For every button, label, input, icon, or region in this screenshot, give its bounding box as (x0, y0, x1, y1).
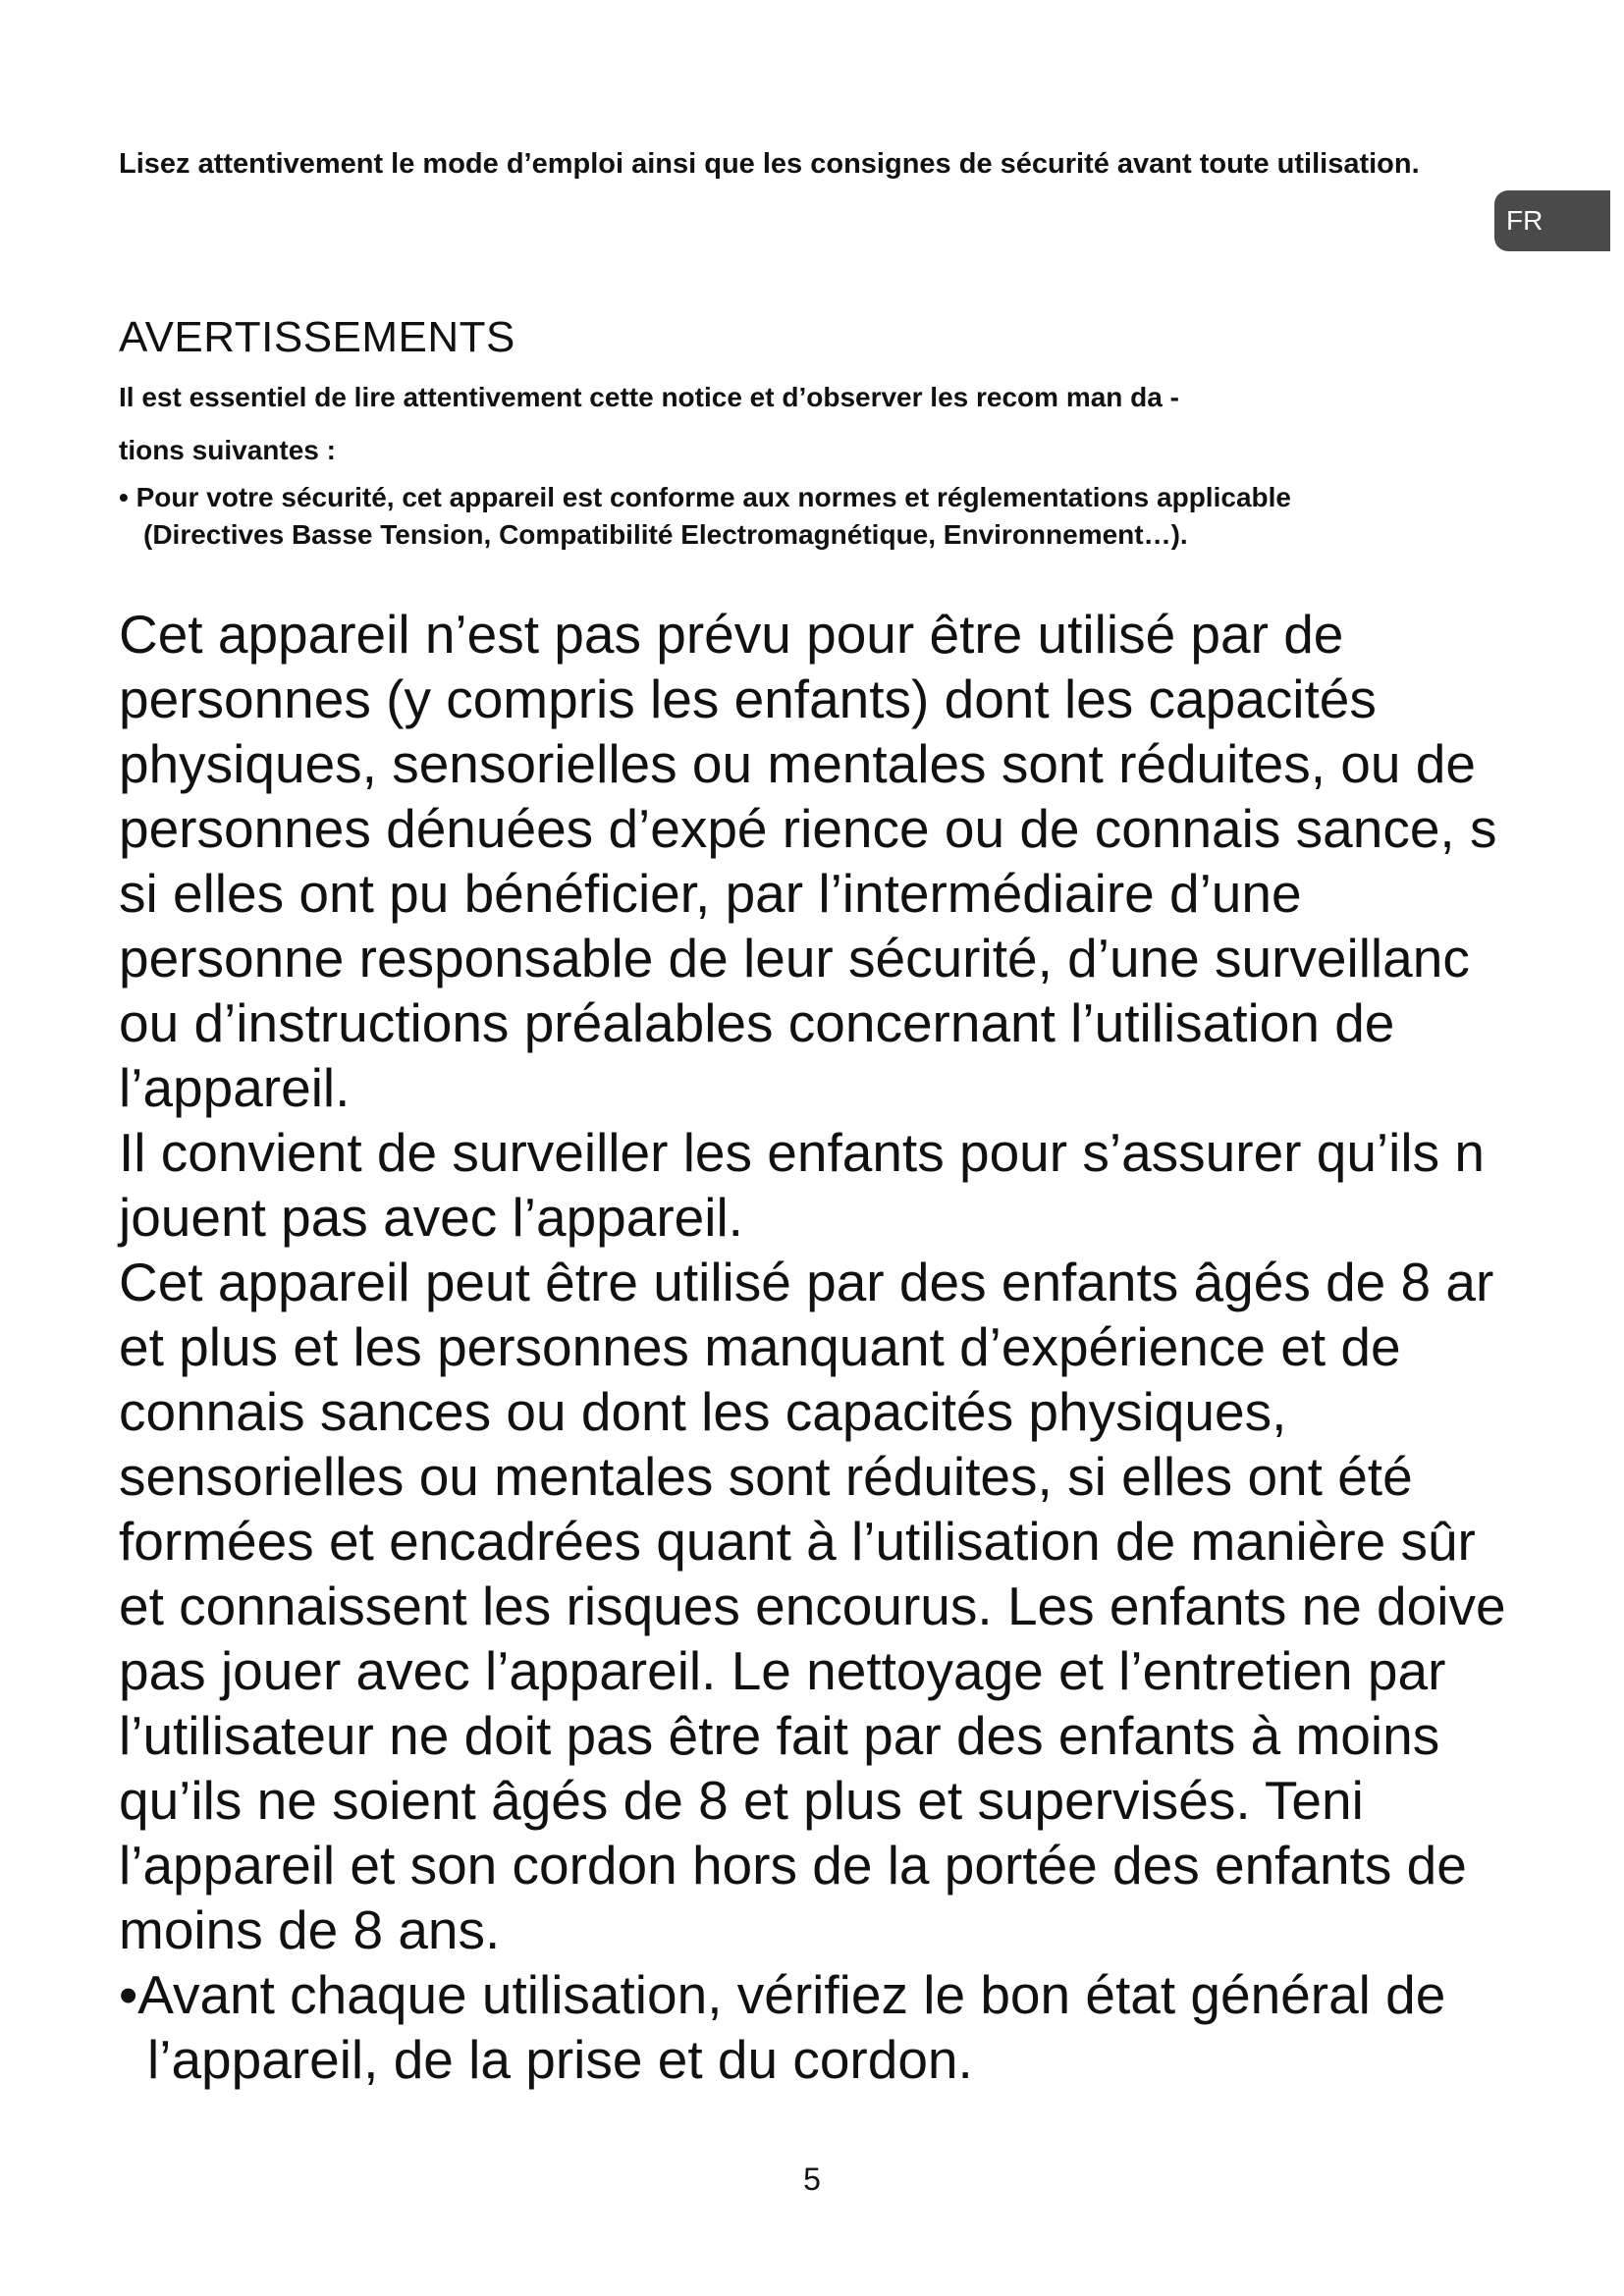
body-line: l’appareil et son cordon hors de la portée des enfants de (119, 1835, 1467, 1896)
body-line: connais sances ou dont les capacités physiques, (119, 1381, 1287, 1442)
body-line: pas jouer avec l’appareil. Le nettoyage et l’entretien par (119, 1640, 1446, 1701)
essential-line: tions suivantes : (119, 435, 336, 465)
body-line: Cet appareil n’est pas prévu pour être utilisé par de (119, 604, 1344, 665)
intro-text: Lisez attentivement le mode d’emploi ainsi que les consignes de sécurité avant toute utilisation. (119, 148, 1420, 180)
body-line: moins de 8 ans. (119, 1899, 501, 1960)
bullet-small-line: (Directives Basse Tension, Compatibilité Electromagnétique, Environnement…). (143, 519, 1188, 550)
body-line: et connaissent les risques encourus. Les enfants ne doive (119, 1575, 1506, 1636)
body-line: l’utilisateur ne doit pas être fait par des enfants à moins (119, 1705, 1440, 1766)
body-line: personnes (y compris les enfants) dont les capacités (119, 668, 1377, 729)
body-line: Il convient de surveiller les enfants pour s’assurer qu’ils n (119, 1122, 1485, 1183)
body-line: personne responsable de leur sécurité, d’une surveillanc (119, 928, 1470, 988)
bullet-small-line: • Pour votre sécurité, cet appareil est conforme aux normes et réglementations applicable (119, 482, 1291, 512)
body-line: si elles ont pu bénéficier, par l’intermédiaire d’une (119, 863, 1302, 924)
body-line: personnes dénuées d’expé rience ou de connais sance, s (119, 798, 1497, 859)
essential-line: Il est essentiel de lire attentivement cette notice et d’observer les recom man da - (119, 382, 1179, 412)
body-line: sensorielles ou mentales sont réduites, si elles ont été (119, 1446, 1413, 1507)
section-title: AVERTISSEMENTS (119, 313, 515, 361)
bullet-line: l’appareil, de la prise et du cordon. (147, 2029, 973, 2090)
body-line: l’appareil. (119, 1057, 351, 1118)
bullet-line: •Avant chaque utilisation, vérifiez le bon état général de (119, 1964, 1446, 2025)
body-line: ou d’instructions préalables concernant l’utilisation de (119, 992, 1395, 1053)
body-line: et plus et les personnes manquant d’expérience et de (119, 1316, 1401, 1377)
page-number: 5 (803, 2162, 821, 2197)
language-badge: FR (1494, 190, 1610, 251)
body-line: qu’ils ne soient âgés de 8 et plus et supervisés. Teni (119, 1770, 1364, 1831)
body-line: Cet appareil peut être utilisé par des enfants âgés de 8 ar (119, 1252, 1494, 1312)
body-line: formées et encadrées quant à l’utilisation de manière sûr (119, 1511, 1476, 1572)
body-line: jouent pas avec l’appareil. (119, 1187, 743, 1248)
body-line: physiques, sensorielles ou mentales sont réduites, ou de (119, 733, 1476, 794)
